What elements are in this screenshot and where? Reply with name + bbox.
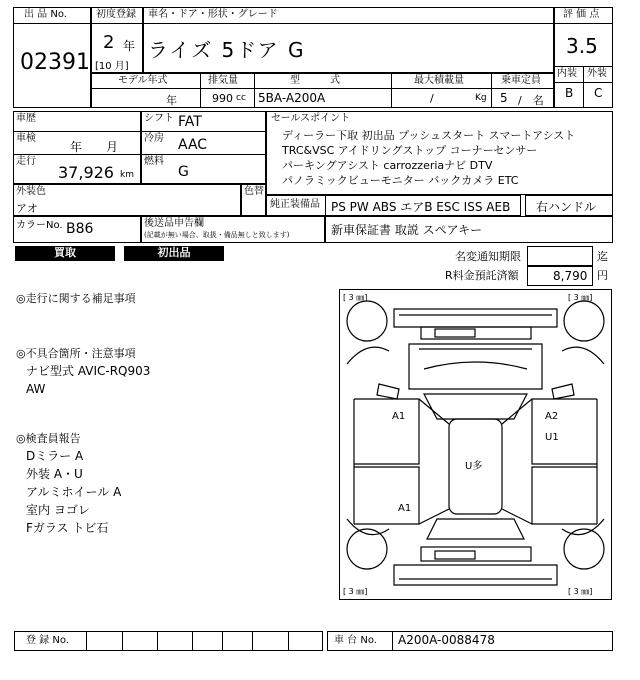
sales-point-line: TRC&VSC アイドリングストップ コーナーセンサー (282, 144, 538, 157)
docs-note: (記載が無い場合、取扱・備品無しと致します) (144, 231, 290, 239)
fuel-value: G (178, 164, 189, 180)
mileage-label: 走行 (16, 156, 36, 167)
sales-point-line: ディーラー下取 初出品 プッシュスタート スマートアシスト (282, 129, 576, 142)
capacity-label: 乗車定員 (501, 75, 541, 86)
ac-value: AAC (178, 137, 208, 153)
lot-number: 02391 (20, 50, 90, 75)
inspector-line: アルミホイール A (26, 485, 122, 499)
inspector-line: Fガラス トビ石 (26, 521, 109, 535)
equipment-label: 純正装備品 (270, 199, 320, 210)
fuel-label: 燃料 (144, 156, 164, 167)
capacity-value: 5 (500, 91, 508, 105)
max-load-unit: Kg (475, 93, 487, 103)
ac-label: 冷房 (144, 133, 164, 144)
model-year-unit: 年 (166, 94, 177, 107)
model-code: 5BA-A200A (258, 91, 326, 105)
inspector-line: 室内 ヨゴレ (26, 503, 90, 517)
warranty-value: 新車保証書 取説 スペアキー (331, 223, 483, 237)
sales-point-line: パーキングアシスト carrozzeriaナビ DTV (282, 159, 493, 172)
damage-mark-right-front-2: U1 (545, 432, 559, 443)
inspection-label: 車検 (16, 133, 36, 144)
sales-points-label: セールスポイント (271, 113, 351, 124)
chassis-number-label: 車 台 No. (334, 635, 377, 646)
shift-value: FAT (178, 114, 202, 130)
notice-deadline-label: 名変通知期限 (455, 250, 521, 263)
color-number-label: カラーNo. (16, 220, 63, 231)
buy-badge: 買取 (15, 246, 115, 261)
car-diagram-drawing (339, 289, 612, 600)
tire-depth-front-left: [ 3 ㎜] (343, 293, 368, 302)
first-registration-label: 初度登録 (96, 9, 136, 20)
color-label: 外装色 (16, 186, 46, 197)
registration-number-label: 登 録 No. (26, 635, 69, 646)
car-name: ライズ 5ドア G (148, 38, 306, 62)
shift-label: シフト (144, 113, 174, 124)
chassis-number: A200A-0088478 (398, 633, 495, 647)
equipment-value: PS PW ABS エアB ESC ISS AEB (331, 200, 511, 214)
inspector-line: 外装 A・U (26, 467, 83, 481)
grade-score: 3.5 (566, 34, 598, 58)
color-cell (13, 184, 241, 216)
tire-depth-rear-right: [ 3 ㎜] (568, 587, 593, 596)
recycle-unit: 円 (597, 269, 608, 282)
model-year-label: モデル年式 (118, 75, 168, 86)
displacement-label: 排気量 (208, 75, 238, 86)
inspection-value: 年 月 (70, 140, 119, 154)
color-value: アオ (16, 202, 38, 215)
displacement-unit: cc (236, 93, 246, 103)
damage-mark-left-front: A1 (392, 411, 406, 422)
history-label: 車歴 (16, 113, 36, 124)
notice-deadline-unit: 迄 (597, 250, 608, 263)
interior-grade: B (565, 86, 574, 100)
notice-deadline-box (527, 246, 593, 266)
docs-label: 後送品申告欄 (144, 218, 204, 229)
model-code-label: 型 式 (290, 75, 340, 86)
color-number-value: B86 (66, 221, 94, 237)
inspector-report-label: ◎検査員報告 (16, 432, 81, 445)
capacity-unit: / 名 (518, 94, 544, 107)
sales-point-line: パノラミックビューモニター バックカメラ ETC (282, 174, 519, 187)
steering-value: 右ハンドル (536, 200, 597, 214)
interior-label: 内装 (557, 68, 577, 79)
max-load-value: / (430, 92, 434, 105)
defects-label: ◎不具合箇所・注意事項 (16, 347, 136, 360)
color-change-label: 色替 (244, 186, 264, 197)
tire-depth-front-right: [ 3 ㎜] (568, 293, 593, 302)
damage-mark-roof: U多 (465, 461, 483, 472)
recycle-label: R料金預託済額 (445, 269, 519, 282)
first-registration-year: 2 (103, 32, 115, 53)
displacement-value: 990 (212, 92, 233, 105)
year-unit: 年 (123, 39, 136, 53)
mileage-value: 37,926 (58, 163, 114, 182)
recycle-value: 8,790 (553, 269, 588, 283)
exterior-grade: C (594, 86, 603, 100)
mileage-unit: km (120, 170, 134, 180)
tire-depth-rear-left: [ 3 ㎜] (343, 587, 368, 596)
damage-mark-left-rear: A1 (398, 503, 412, 514)
first-registration-month: [10 月] (95, 61, 129, 72)
defect-line: ナビ型式 AVIC-RQ903 (26, 364, 151, 378)
grade-label: 評 価 点 (563, 9, 600, 20)
max-load-label: 最大積載量 (414, 75, 464, 86)
damage-mark-right-front: A2 (545, 411, 559, 422)
lot-number-label: 出 品 No. (24, 9, 67, 20)
defect-line: AW (26, 382, 46, 396)
first-listing-badge: 初出品 (124, 246, 224, 261)
exterior-label: 外装 (587, 68, 607, 79)
car-name-label: 車名・ドア・形状・グレード (148, 9, 278, 20)
driving-notes-label: ◎走行に関する補足事項 (16, 292, 136, 305)
inspector-line: Dミラー A (26, 449, 84, 463)
